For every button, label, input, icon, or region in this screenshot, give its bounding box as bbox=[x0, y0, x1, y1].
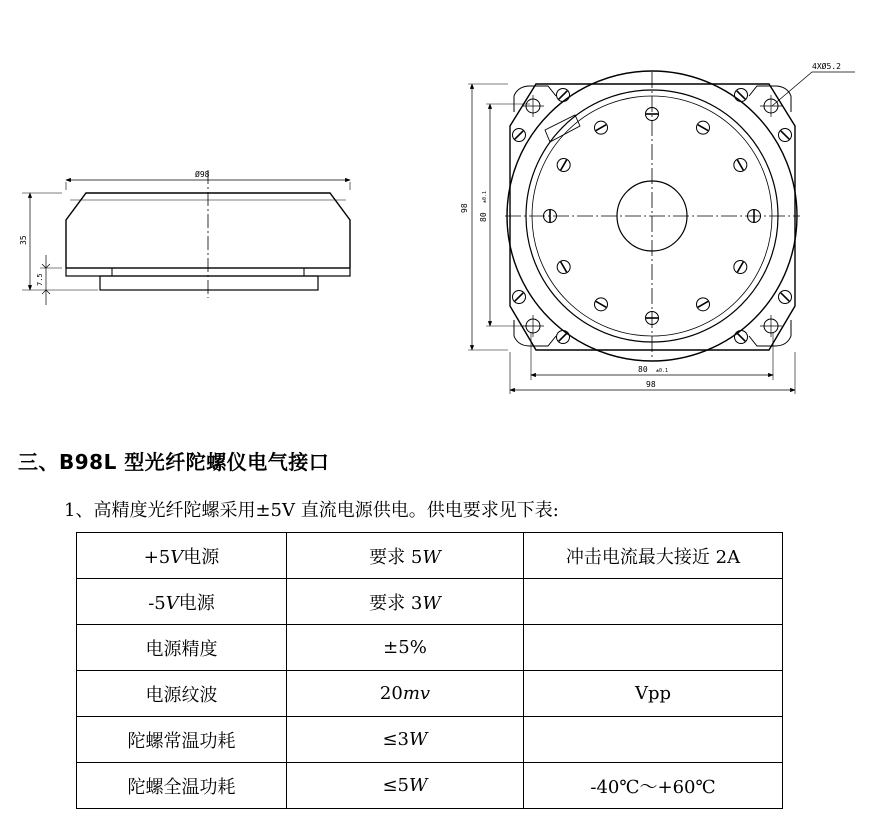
cell-suffix: 电源 bbox=[178, 592, 215, 614]
screw bbox=[734, 159, 747, 172]
table-cell bbox=[524, 625, 783, 671]
mounting-hole bbox=[760, 95, 782, 117]
screw bbox=[779, 129, 792, 142]
table-cell bbox=[524, 671, 783, 717]
screw bbox=[595, 298, 608, 311]
screw bbox=[735, 331, 748, 344]
screw bbox=[734, 261, 747, 274]
cell-text: 电源纹波 bbox=[145, 684, 218, 706]
cell-text: 电源精度 bbox=[145, 638, 218, 660]
table-cell bbox=[77, 625, 287, 671]
cell-text: 要求 5 bbox=[369, 546, 423, 568]
top-width-label: 98 bbox=[646, 380, 656, 389]
top-inner-height-tol: ±0.1 bbox=[482, 190, 488, 203]
table-cell bbox=[77, 671, 287, 717]
top-view bbox=[468, 71, 855, 394]
cell-text: Vpp bbox=[634, 683, 672, 704]
side-height-label: 35 bbox=[19, 235, 28, 245]
table-cell bbox=[77, 579, 287, 625]
cell-text: 20 bbox=[379, 683, 403, 704]
table-cell bbox=[524, 533, 783, 579]
screw bbox=[557, 89, 570, 102]
cell-text: ≤5 bbox=[382, 775, 410, 796]
power-spec-table-body bbox=[77, 533, 783, 809]
hole-callout-label: 4XØ5.2 bbox=[812, 62, 841, 71]
table-cell bbox=[287, 763, 524, 809]
table-cell bbox=[287, 533, 524, 579]
side-view bbox=[22, 170, 350, 305]
table-cell bbox=[524, 579, 783, 625]
power-spec-table bbox=[76, 532, 783, 809]
table-row bbox=[77, 579, 783, 625]
table-cell bbox=[287, 717, 524, 763]
cell-text: ±5% bbox=[383, 637, 427, 658]
screw bbox=[697, 298, 710, 311]
table-row bbox=[77, 717, 783, 763]
top-height-label: 98 bbox=[460, 203, 469, 213]
mounting-hole bbox=[522, 315, 544, 337]
mounting-hole bbox=[522, 95, 544, 117]
screw bbox=[513, 129, 526, 142]
screw bbox=[735, 89, 748, 102]
power-supply-paragraph: 1、高精度光纤陀螺采用±5V 直流电源供电。供电要求见下表: bbox=[64, 500, 559, 521]
table-cell bbox=[77, 763, 287, 809]
cell-unit: W bbox=[422, 592, 441, 614]
screw bbox=[595, 121, 608, 134]
cell-unit: mv bbox=[402, 683, 431, 704]
cell-unit: W bbox=[409, 729, 428, 750]
screw bbox=[513, 291, 526, 304]
table-cell bbox=[524, 763, 783, 809]
top-inner-height-label: 80 bbox=[479, 212, 488, 222]
cell-text: 陀螺常温功耗 bbox=[127, 730, 236, 752]
section-title: 三、B98L 型光纤陀螺仪电气接口 bbox=[18, 450, 330, 474]
cell-text: -5 bbox=[148, 592, 166, 614]
table-cell bbox=[77, 533, 287, 579]
cell-text: 陀螺全温功耗 bbox=[127, 776, 236, 798]
cell-unit: W bbox=[422, 546, 441, 568]
table-cell bbox=[524, 717, 783, 763]
cell-unit: W bbox=[409, 775, 428, 796]
cell-text: 冲击电流最大接近 2A bbox=[565, 546, 741, 568]
top-inner-width-tol: ±0.1 bbox=[656, 368, 669, 374]
screw bbox=[557, 159, 570, 172]
table-row bbox=[77, 625, 783, 671]
table-row bbox=[77, 533, 783, 579]
table-row bbox=[77, 671, 783, 717]
table-cell bbox=[287, 625, 524, 671]
cell-unit: V bbox=[165, 592, 179, 614]
table-cell bbox=[287, 671, 524, 717]
screw bbox=[697, 121, 710, 134]
cell-unit: V bbox=[170, 546, 184, 568]
table-row bbox=[77, 763, 783, 809]
screw bbox=[557, 331, 570, 344]
side-diameter-label: Ø98 bbox=[195, 170, 210, 179]
table-cell bbox=[77, 717, 287, 763]
cell-text: +5 bbox=[143, 546, 171, 568]
cell-text: 要求 3 bbox=[369, 592, 423, 614]
table-cell bbox=[287, 579, 524, 625]
screw bbox=[779, 291, 792, 304]
cell-text: ≤3 bbox=[382, 729, 410, 750]
cell-text: -40℃～+60℃ bbox=[590, 776, 716, 798]
screw bbox=[557, 261, 570, 274]
top-inner-width-label: 80 bbox=[638, 365, 648, 374]
cell-suffix: 电源 bbox=[183, 546, 220, 568]
side-base-label: 7.5 bbox=[36, 273, 44, 286]
